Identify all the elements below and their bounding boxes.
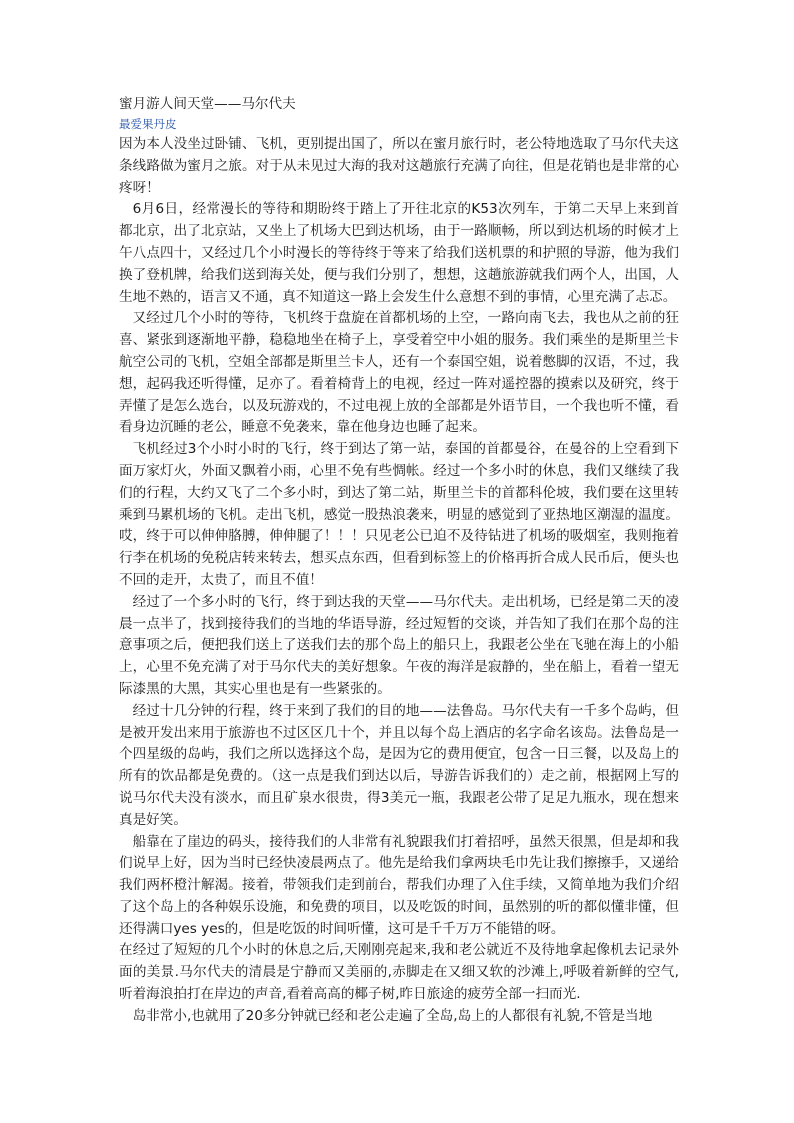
- paragraph-walk: 岛非常小,也就用了20多分钟就已经和老公走遍了全岛,岛上的人都很有礼貌,不管是当地: [132, 1007, 653, 1024]
- paragraph-flight: 又经过几个小时的等待，飞机终于盘旋在首都机场的上空，一路向南飞去，我也从之前的狂喜、紧张到逐渐地平静，稳稳地坐在椅子上，享受着空中小姐的服务。我们乘坐的是斯里兰卡航空公司的飞机，空姐全部都是斯里兰卡人，还有一个泰国空姐，说着憋脚的汉语，不过，我想，起码我还听得懂，足亦了。看着椅背上的电视，经过一阵对遥控器的摸索以及研究，终于弄懂了是怎么选台，以及玩游戏的，不过电视上放的全部都是外语节目，一个我也听不懂，看看身边沉睡的老公，睡意不免袭来，靠在他身边也睡了起来。: [119, 310, 679, 436]
- paragraph-intro: 因为本人没坐过卧铺、飞机，更别提出国了，所以在蜜月旅行时，老公特地选取了马尔代夫这条线路做为蜜月之旅。对于从未见过大海的我对这趟旅行充满了向往，但是花销也是非常的心疼呀！: [119, 136, 679, 196]
- paragraph-departure: 6月6日，经常漫长的等待和期盼终于踏上了开往北京的K53次列车，于第二天早上来到首都北京，出了北京站，又坐上了机场大巴到达机场，由于一路顺畅，所以到达机场的时候才上午八点四十，又经过几个小时漫长的等待终于等来了给我们送机票的和护照的导游，他为我们换了登机牌，给我们送到海关处，便与我们分别了，想想，这趟旅游就我们两个人，出国，人生地不熟的，语言又不通，真不知道这一路上会发生什么意想不到的事情，心里充满了忐忑。: [119, 201, 679, 305]
- author-link[interactable]: 最爱果丹皮: [119, 117, 177, 131]
- document-title: 蜜月游人间天堂——马尔代夫: [119, 96, 296, 112]
- paragraph-morning: 在经过了短短的几个小时的休息之后,天刚刚亮起来,我和老公就近不及待地拿起像机去记录外面的美景.马尔代夫的清晨是宁静而又美丽的,赤脚走在又细又软的沙滩上,呼吸着新鲜的空气,听着海浪拍打在岸边的声音,看着高高的椰子树,昨日旅途的疲劳全部一扫而光.: [119, 942, 679, 1003]
- paragraph-checkin: 船靠在了崖边的码头，接待我们的人非常有礼貌跟我们打着招呼，虽然天很黑，但是却和我们说早上好，因为当时已经快凌晨两点了。他先是给我们拿两块毛巾先让我们擦擦手，又递给我们两杯橙汁解渴。接着，带领我们走到前台，帮我们办理了入住手续，又简单地为我们介绍了这个岛上的各种娱乐设施，和免费的项目，以及吃饭的时间，虽然别的听的都似懂非懂，但还得满口yes yes的，但是吃饭的时间听懂，这可是千千万万不能错的呀。: [119, 833, 679, 937]
- paragraph-arrival: 经过了一个多小时的飞行，终于到达我的天堂——马尔代夫。走出机场，已经是第二天的凌晨一点半了，找到接待我们的当地的华语导游，经过短暂的交谈，并告知了我们在那个岛的注意事项之后，便把我们送上了送我们去的那个岛上的船只上，我跟老公坐在飞驰在海上的小船上，心里不免充满了对于马尔代夫的美好想象。午夜的海洋是寂静的，坐在船上，看着一望无际漆黑的大黑，其实心里也是有一些紧张的。: [119, 593, 679, 697]
- document-page: [119, 94, 679, 1028]
- paragraph-transit: 飞机经过3个小时小时的飞行，终于到达了第一站，泰国的首都曼谷，在曼谷的上空看到下面万家灯火，外面又飘着小雨，心里不免有些惆帐。经过一个多小时的休息，我们又继续了我们的行程，大约又飞了二个多小时，到达了第二站，斯里兰卡的首都科伦坡，我们要在这里转乘到马累机场的飞机。走出飞机，感觉一股热浪袭来，明显的感觉到了亚热地区潮湿的温度。哎，终于可以伸伸胳膊，伸伸腿了！！！只见老公已迫不及待钻进了机场的吸烟室，我则拖着行李在机场的免税店转来转去，想买点东西，但看到标签上的价格再折合成人民币后，便头也不回的走开，太贵了，而且不值！: [119, 441, 679, 588]
- paragraph-island: 经过十几分钟的行程，终于来到了我们的目的地——法鲁岛。马尔代夫有一千多个岛屿，但是被开发出来用于旅游也不过区区几十个，并且以每个岛上酒店的名字命名该岛。法鲁岛是一个四星级的岛屿，我们之所以选择这个岛，是因为它的费用便宜，包含一日三餐，以及岛上的所有的饮品都是免费的。（这一点是我们到达以后，导游告诉我们的）走之前，根据网上写的说马尔代夫没有淡水，而且矿泉水很贵，得3美元一瓶，我跟老公带了足足九瓶水，现在想来真是好笑。: [119, 702, 679, 828]
